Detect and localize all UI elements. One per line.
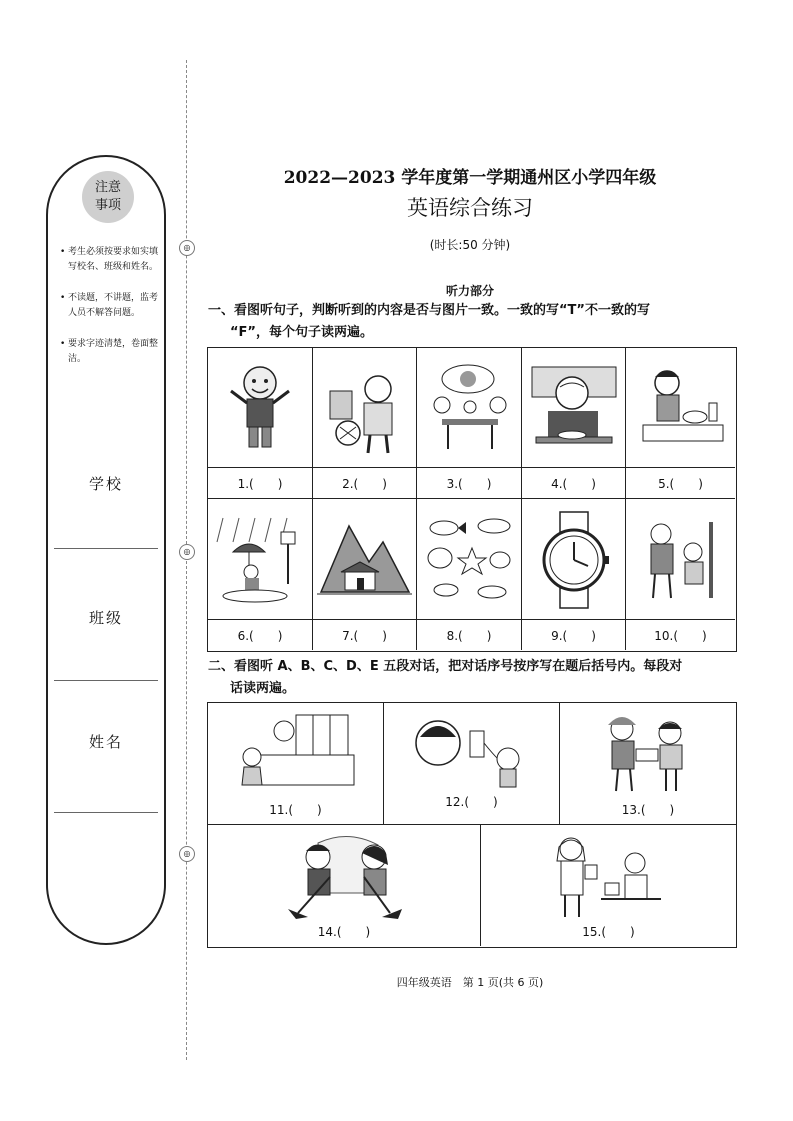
notice-text: 考生必须按要求如实填写校名、班级和姓名。 [68, 247, 159, 272]
people-shopping-icon [626, 499, 735, 620]
notice-item: • 不读题，不讲题，监考人员不解答问题。 [60, 291, 164, 321]
watch-icon [522, 499, 625, 620]
notice-badge [82, 171, 134, 223]
question-cell [208, 499, 313, 650]
answer-blank[interactable]: 8.( ) [417, 619, 521, 650]
name-field-line[interactable] [54, 812, 158, 813]
page-footer: 四年级英语 第 1 页(共 6 页) [396, 976, 544, 989]
question-cell [208, 348, 313, 499]
question-cell [522, 499, 626, 650]
notice-text: 不读题，不讲题，监考人员不解答问题。 [68, 293, 159, 318]
phone-call-icon [410, 713, 530, 795]
mountains-icon [313, 499, 416, 620]
question-cell [313, 499, 417, 650]
answer-blank[interactable]: 14.( ) [317, 925, 371, 939]
dialogue-cell [560, 703, 736, 825]
part2-instruction-line2: 话读两遍。 [230, 681, 296, 696]
class-field-line[interactable] [54, 680, 158, 681]
notice-item: • 考生必须按要求如实填写校名、班级和姓名。 [60, 245, 164, 275]
answer-blank[interactable]: 11.( ) [269, 803, 322, 817]
notice-item: • 要求字迹清楚，卷面整洁。 [60, 337, 164, 367]
answer-blank[interactable]: 10.( ) [626, 619, 735, 650]
family-dinner-icon [417, 348, 521, 468]
sea-animals-icon [417, 499, 521, 620]
name-field-label: 姓名 [88, 733, 123, 751]
boy-waving-icon [208, 348, 312, 468]
exam-subtitle: 英语综合练习 [407, 196, 533, 220]
dialogue-cell [384, 703, 560, 825]
class-field-label: 班级 [88, 609, 123, 627]
notice-list [60, 245, 164, 383]
question-cell [417, 348, 522, 499]
answer-blank[interactable]: 9.( ) [522, 619, 625, 650]
question-cell [626, 499, 735, 650]
binding-fold-line [186, 60, 187, 1060]
dialogue-cell [481, 825, 736, 946]
answer-blank[interactable]: 3.( ) [417, 467, 521, 498]
answer-blank[interactable]: 15.( ) [582, 925, 635, 939]
binding-hole-icon: ◎ [179, 240, 195, 256]
answer-blank[interactable]: 6.( ) [208, 619, 312, 650]
part1-instruction-line2: “F”，每个句子读两遍。 [230, 325, 373, 340]
notice-sidebar [46, 155, 166, 945]
rain-umbrella-icon [208, 499, 312, 620]
question-cell [522, 348, 626, 499]
question-cell [417, 499, 522, 650]
shop-counter-icon [236, 711, 356, 797]
girl-ball-icon [313, 348, 416, 468]
part2-picture-grid [207, 702, 737, 948]
part1-instruction [208, 300, 738, 344]
section-title: 听力部分 [445, 284, 494, 298]
dialogue-cell [208, 825, 481, 946]
answer-blank[interactable]: 12.( ) [445, 795, 498, 809]
answer-blank[interactable]: 1.( ) [208, 467, 312, 498]
dialogue-cell [208, 703, 384, 825]
answer-blank[interactable]: 5.( ) [626, 467, 735, 498]
mother-son-icon [551, 833, 671, 923]
part1-picture-grid [207, 347, 737, 652]
answer-blank[interactable]: 2.( ) [313, 467, 416, 498]
binding-hole-icon: ◎ [179, 544, 195, 560]
binding-hole-icon: ◎ [179, 846, 195, 862]
part2-instruction [208, 656, 738, 700]
part1-instruction-line1: 一、看图听句子，判断听到的内容是否与图片一致。一致的写“T”不一致的写 [208, 303, 650, 318]
kids-books-icon [596, 711, 696, 799]
man-eating-icon [522, 348, 625, 468]
girl-cooking-icon [626, 348, 735, 468]
question-cell [626, 348, 735, 499]
part2-instruction-line1: 二、看图听 A、B、C、D、E 五段对话，把对话序号按序写在题后括号内。每段对 [208, 659, 683, 674]
answer-blank[interactable]: 7.( ) [313, 619, 416, 650]
school-field-line[interactable] [54, 548, 158, 549]
school-field-label: 学校 [88, 475, 123, 493]
answer-blank[interactable]: 13.( ) [621, 803, 675, 817]
notice-text: 要求字迹清楚，卷面整洁。 [68, 339, 159, 364]
notice-badge-line1: 注意 [94, 180, 121, 195]
exam-duration: (时长:50 分钟) [429, 238, 511, 252]
question-cell [313, 348, 417, 499]
exam-title: 2022—2023 学年度第一学期通州区小学四年级 [283, 168, 657, 188]
kids-sweeping-icon [278, 833, 408, 923]
notice-badge-line2: 事项 [94, 198, 121, 213]
answer-blank[interactable]: 4.( ) [522, 467, 625, 498]
